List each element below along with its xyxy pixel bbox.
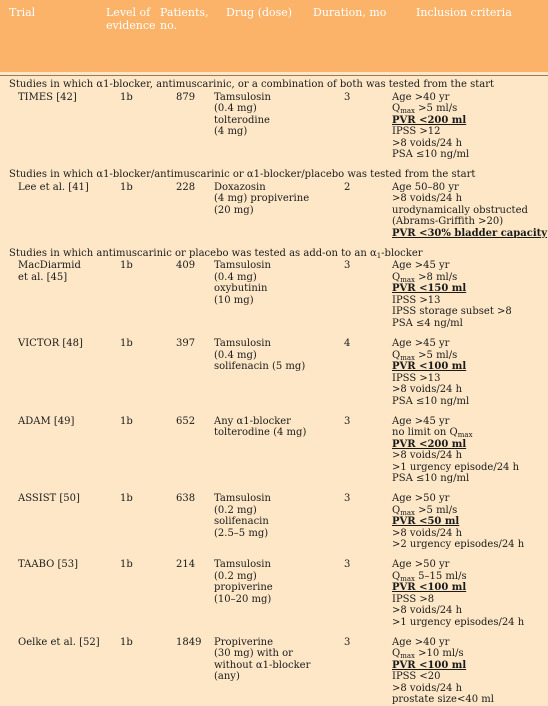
drug-dose-line: (10 mg) xyxy=(214,294,254,306)
criteria-text: Q xyxy=(392,648,401,660)
drug-cell xyxy=(214,559,273,605)
patients-cell: 397 xyxy=(176,338,196,349)
level-cell: 1b xyxy=(120,636,133,648)
section-title-end: -blocker xyxy=(381,247,423,259)
criteria-text: urodynamically obstructed xyxy=(392,204,528,216)
criteria-subscript: max xyxy=(400,652,415,661)
criteria-line xyxy=(392,115,469,127)
trial-name: TAABO [53] xyxy=(18,559,79,571)
criteria-text: >8 voids/24 h xyxy=(392,682,463,694)
header-level-line: evidence xyxy=(106,19,156,32)
criteria-line xyxy=(392,193,547,205)
criteria-cell xyxy=(392,338,469,407)
drug-dose-line: (20 mg) xyxy=(214,204,254,216)
drug-dose-line: oxybutinin xyxy=(214,283,268,295)
criteria-text: IPSS >13 xyxy=(392,372,441,384)
drug-cell xyxy=(214,416,306,439)
criteria-line xyxy=(392,361,469,373)
criteria-text-rest: >8 ml/s xyxy=(414,271,458,283)
drug-dose-line: (0.4 mg) xyxy=(214,349,257,361)
duration-cell: 3 xyxy=(344,415,351,427)
drug-dose-line: (4 mg) xyxy=(214,126,248,138)
criteria-text: Age >45 yr xyxy=(392,415,450,427)
trial-cell xyxy=(18,559,78,571)
criteria-text: (Abrams-Griffith >20) xyxy=(392,216,504,228)
drug-dose-line: Tamsulosin xyxy=(214,559,271,571)
drug-dose-line: propiverine xyxy=(214,582,273,594)
criteria-text: Age >40 yr xyxy=(392,636,450,648)
criteria-line xyxy=(392,617,524,629)
patients-cell: 1849 xyxy=(176,636,202,648)
criteria-text: >1 urgency episode/24 h xyxy=(392,461,520,473)
drug-cell xyxy=(214,338,305,373)
criteria-line xyxy=(392,594,524,606)
header-duration xyxy=(313,6,386,19)
drug-dose-line: (0.2 mg) xyxy=(214,570,257,582)
criteria-text: >8 voids/24 h xyxy=(392,193,463,205)
criteria-subscript: max xyxy=(400,353,415,362)
header-trial xyxy=(9,6,35,19)
level-cell: 1b xyxy=(120,493,133,505)
criteria-subscript: max xyxy=(400,107,415,116)
criteria-text: PSA ≤10 ng/ml xyxy=(392,149,470,161)
criteria-line xyxy=(392,338,469,350)
criteria-text: IPSS <20 xyxy=(392,671,441,683)
criteria-line xyxy=(392,182,547,194)
header-patients-line: Patients, xyxy=(160,6,209,19)
criteria-text: IPSS >8 xyxy=(392,593,435,605)
criteria-line xyxy=(392,92,469,104)
header-patients xyxy=(160,6,209,32)
trial-cell xyxy=(18,338,83,350)
criteria-line xyxy=(392,138,469,150)
criteria-line xyxy=(392,149,469,161)
criteria-text: >8 voids/24 h xyxy=(392,450,463,462)
criteria-line xyxy=(392,671,494,683)
criteria-line xyxy=(392,582,524,594)
header-patients-line: no. xyxy=(160,19,178,32)
trial-cell xyxy=(18,92,77,104)
criteria-text: PVR <50 ml xyxy=(392,516,460,528)
duration-cell: 3 xyxy=(344,493,351,505)
criteria-text: PSA ≤10 ng/ml xyxy=(392,473,470,485)
drug-dose-line: Tamsulosin xyxy=(214,91,271,103)
criteria-text: Age >50 yr xyxy=(392,559,450,571)
criteria-text: Q xyxy=(392,570,401,582)
header-level-line: Level of xyxy=(106,6,151,19)
criteria-line xyxy=(392,216,547,228)
criteria-text: Age >45 yr xyxy=(392,338,450,349)
patients-cell: 879 xyxy=(176,91,196,103)
header-divider xyxy=(0,75,548,76)
criteria-subscript: max xyxy=(400,275,415,284)
criteria-cell xyxy=(392,637,494,706)
criteria-text: >2 urgency episodes/24 h xyxy=(392,539,525,551)
criteria-line xyxy=(392,126,469,138)
drug-dose-line: tolterodine xyxy=(214,114,270,126)
patients-cell: 214 xyxy=(176,559,196,571)
header-duration-line: Duration, mo xyxy=(313,6,387,19)
trial-name: Oelke et al. [52] xyxy=(18,636,100,648)
criteria-line xyxy=(392,660,494,672)
patients-cell: 409 xyxy=(176,260,196,272)
criteria-line xyxy=(392,683,494,695)
criteria-line xyxy=(392,318,512,330)
criteria-text: >8 voids/24 h xyxy=(392,384,463,395)
criteria-subscript: max xyxy=(400,574,415,583)
drug-dose-line: (2.5–5 mg) xyxy=(214,527,269,539)
criteria-subscript: max xyxy=(400,508,415,517)
header-drug-line: Drug (dose) xyxy=(226,6,293,19)
criteria-line xyxy=(392,306,512,318)
section-title-subscript: 1 xyxy=(376,251,382,260)
level-cell: 1b xyxy=(120,91,133,103)
section-title-text: Studies in which α1-blocker, antimuscarinic, or a combination of both was tested from the start xyxy=(9,79,495,90)
drug-dose-line: (0.4 mg) xyxy=(214,103,257,115)
criteria-line xyxy=(392,571,524,583)
header-inclusion-criteria xyxy=(416,6,512,19)
criteria-text: Q xyxy=(392,271,401,283)
criteria-text-rest: 5–15 ml/s xyxy=(414,570,467,582)
level-cell: 1b xyxy=(120,338,133,349)
level-cell: 1b xyxy=(120,415,133,427)
patients-cell: 652 xyxy=(176,415,196,427)
drug-dose-line: solifenacin xyxy=(214,516,269,528)
criteria-text-rest: >10 ml/s xyxy=(414,648,464,660)
criteria-text: PVR <100 ml xyxy=(392,361,467,372)
criteria-line xyxy=(392,637,494,649)
duration-cell: 3 xyxy=(344,260,351,272)
criteria-line xyxy=(392,260,512,272)
criteria-line xyxy=(392,350,469,362)
criteria-cell xyxy=(392,493,524,551)
drug-dose-line: solifenacin (5 mg) xyxy=(214,361,306,372)
criteria-text: Age >45 yr xyxy=(392,260,450,272)
table-header xyxy=(0,0,548,72)
criteria-text: prostate size<40 ml xyxy=(392,694,494,706)
duration-cell: 3 xyxy=(344,636,351,648)
criteria-text: PVR <100 ml xyxy=(392,582,467,594)
criteria-text: PVR <30% bladder capacity xyxy=(392,227,548,239)
level-cell: 1b xyxy=(120,559,133,571)
drug-dose-line: tolterodine (4 mg) xyxy=(214,427,307,439)
patients-cell: 638 xyxy=(176,493,196,505)
drug-dose-line: Tamsulosin xyxy=(214,493,271,505)
drug-dose-line: (0.2 mg) xyxy=(214,504,257,516)
level-cell: 1b xyxy=(120,181,133,193)
header-trial-line: Trial xyxy=(9,6,36,19)
criteria-text: PVR <150 ml xyxy=(392,283,467,295)
trial-cell xyxy=(18,637,100,649)
criteria-text-rest: >5 ml/s xyxy=(414,504,458,516)
criteria-text: Q xyxy=(392,349,401,361)
criteria-line xyxy=(392,272,512,284)
criteria-text: >1 urgency episodes/24 h xyxy=(392,616,525,628)
criteria-line xyxy=(392,228,547,240)
criteria-line xyxy=(392,396,469,408)
drug-dose-line: (30 mg) with or xyxy=(214,648,293,660)
drug-dose-line: Any α1-blocker xyxy=(214,415,291,427)
section-title xyxy=(9,169,475,181)
trial-name: Lee et al. [41] xyxy=(18,181,89,193)
criteria-line xyxy=(392,416,519,428)
drug-cell xyxy=(214,493,271,539)
drug-cell xyxy=(214,260,271,306)
criteria-subscript: max xyxy=(457,431,473,440)
section-title xyxy=(9,248,423,260)
criteria-text-rest: >5 ml/s xyxy=(414,103,458,115)
criteria-line xyxy=(392,384,469,396)
criteria-line xyxy=(392,450,519,462)
criteria-line xyxy=(392,559,524,571)
criteria-line xyxy=(392,528,524,540)
criteria-cell xyxy=(392,416,519,485)
criteria-line xyxy=(392,295,512,307)
drug-dose-line: without α1-blocker xyxy=(214,659,311,671)
duration-cell: 2 xyxy=(344,181,351,193)
criteria-line xyxy=(392,205,547,217)
criteria-text: PVR <200 ml xyxy=(392,438,467,450)
criteria-text-rest: >5 ml/s xyxy=(414,349,458,361)
trial-cell xyxy=(18,493,80,505)
criteria-text: Q xyxy=(392,103,401,115)
level-cell: 1b xyxy=(120,260,133,272)
section-title-text: Studies in which antimuscarinic or placebo was tested as add-on to an α xyxy=(9,247,377,259)
duration-cell: 3 xyxy=(344,91,351,103)
drug-dose-line: (4 mg) propiverine xyxy=(214,193,310,205)
criteria-line xyxy=(392,439,519,451)
trial-name: VICTOR [48] xyxy=(18,338,83,349)
criteria-line xyxy=(392,648,494,660)
criteria-line xyxy=(392,493,524,505)
drug-dose-line: (0.4 mg) xyxy=(214,271,257,283)
criteria-text: >8 voids/24 h xyxy=(392,137,463,149)
criteria-text: >8 voids/24 h xyxy=(392,527,463,539)
criteria-text: PSA ≤10 ng/ml xyxy=(392,395,470,407)
criteria-text: Age 50–80 yr xyxy=(392,181,459,193)
criteria-line xyxy=(392,427,519,439)
criteria-text: no limit on Q xyxy=(392,427,458,439)
criteria-text: PVR <200 ml xyxy=(392,114,467,126)
criteria-line xyxy=(392,539,524,551)
criteria-text: Q xyxy=(392,504,401,516)
criteria-cell xyxy=(392,260,512,329)
criteria-text: IPSS storage subset >8 xyxy=(392,306,512,318)
criteria-line xyxy=(392,283,512,295)
drug-dose-line: (any) xyxy=(214,671,240,683)
trial-name: MacDiarmid xyxy=(18,260,81,272)
trial-name: TIMES [42] xyxy=(18,91,77,103)
criteria-text: PVR <100 ml xyxy=(392,659,467,671)
drug-dose-line: Tamsulosin xyxy=(214,338,271,349)
trial-cell xyxy=(18,260,81,283)
trial-name: ASSIST [50] xyxy=(18,493,80,505)
criteria-line xyxy=(392,694,494,706)
trial-name: ADAM [49] xyxy=(18,415,75,427)
header-criteria-line: Inclusion criteria xyxy=(416,6,512,19)
criteria-cell xyxy=(392,92,469,161)
header-drug-dose xyxy=(226,6,292,19)
drug-cell xyxy=(214,92,271,138)
criteria-line xyxy=(392,373,469,385)
criteria-cell xyxy=(392,559,524,628)
criteria-cell xyxy=(392,182,547,240)
criteria-line xyxy=(392,103,469,115)
criteria-line xyxy=(392,473,519,485)
drug-dose-line: (10–20 mg) xyxy=(214,593,272,605)
criteria-line xyxy=(392,462,519,474)
criteria-line xyxy=(392,605,524,617)
drug-cell xyxy=(214,182,309,217)
criteria-text: IPSS >12 xyxy=(392,126,441,138)
criteria-line xyxy=(392,516,524,528)
trial-cell xyxy=(18,182,89,194)
drug-cell xyxy=(214,637,310,683)
criteria-line xyxy=(392,505,524,517)
duration-cell: 3 xyxy=(344,559,351,571)
section-title xyxy=(9,79,494,91)
trial-name: et al. [45] xyxy=(18,271,68,283)
criteria-text: >8 voids/24 h xyxy=(392,605,463,617)
drug-dose-line: Tamsulosin xyxy=(214,260,271,272)
criteria-text: Age >40 yr xyxy=(392,91,450,103)
duration-cell: 4 xyxy=(344,338,351,349)
criteria-text: IPSS >13 xyxy=(392,294,441,306)
criteria-text: Age >50 yr xyxy=(392,493,450,505)
drug-dose-line: Doxazosin xyxy=(214,181,266,193)
section-title-text: Studies in which α1-blocker/antimuscarinic or α1-blocker/placebo was tested from the start xyxy=(9,169,476,181)
criteria-text: PSA ≤4 ng/ml xyxy=(392,317,463,329)
patients-cell: 228 xyxy=(176,181,196,193)
trial-cell xyxy=(18,416,74,428)
header-level-of-evidence xyxy=(106,6,156,32)
drug-dose-line: Propiverine xyxy=(214,636,274,648)
